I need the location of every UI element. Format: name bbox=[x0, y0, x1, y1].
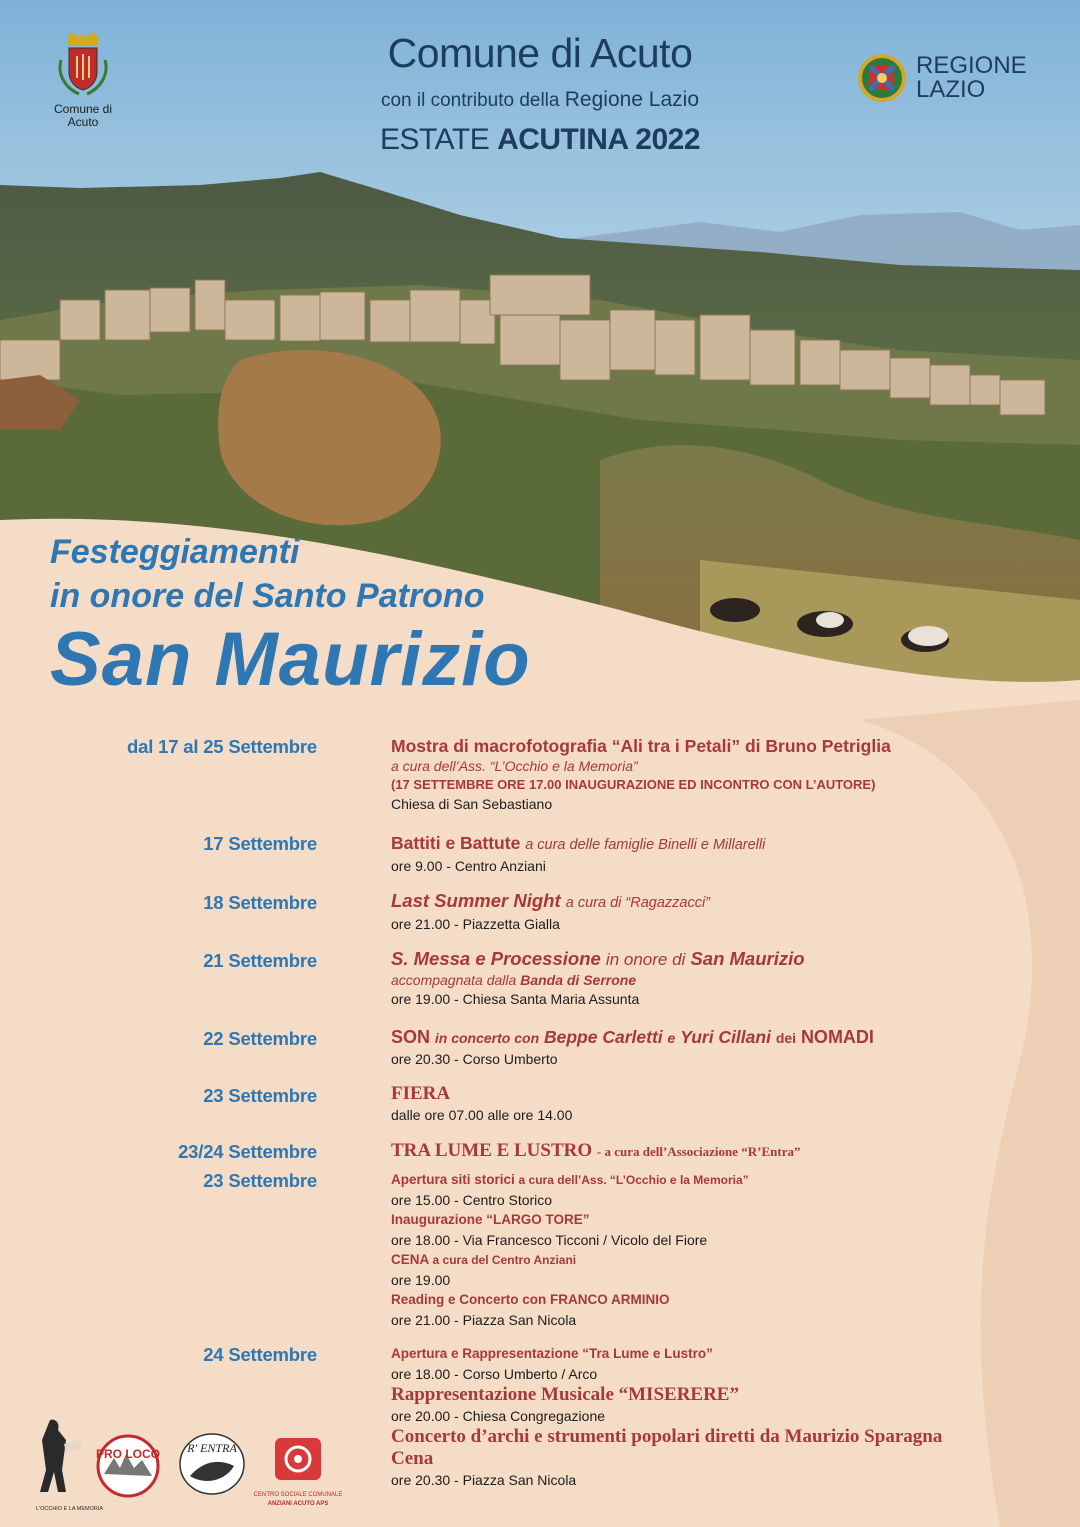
page-title: Comune di Acuto bbox=[387, 30, 693, 76]
sub-event-place: ore 20.00 - Chiesa Congregazione bbox=[391, 1408, 606, 1424]
event-date: 21 Settembre bbox=[203, 950, 317, 971]
event-details bbox=[391, 890, 1051, 934]
sub-event-place: ore 15.00 - Centro Storico bbox=[391, 1192, 553, 1208]
comune-caption: Comune di Acuto bbox=[53, 102, 113, 129]
hero-line-1: Festeggiamenti bbox=[50, 533, 300, 571]
svg-text:CENTRO SOCIALE COMUNALE: CENTRO SOCIALE COMUNALE bbox=[253, 1492, 343, 1498]
sub-event-title: Concerto d’archi e strumenti popolari diretti da Maurizio Sparagna bbox=[391, 1426, 943, 1447]
centro-anziani-logo bbox=[254, 1438, 343, 1507]
event-place: ore 9.00 - Centro Anziani bbox=[391, 858, 546, 874]
event-title: Mostra di macrofotografia “Ali tra i Petali” di Bruno Petriglia bbox=[391, 736, 891, 756]
event-details bbox=[391, 1083, 1051, 1125]
event-details bbox=[391, 948, 1051, 1009]
hero-line-2: in onore del Santo Patrono bbox=[50, 577, 485, 615]
sub-event-title: Apertura siti storici a cura dell’Ass. “L’Occhio e la Memoria” bbox=[391, 1172, 749, 1187]
pro-loco-logo bbox=[96, 1436, 160, 1496]
sub-event-place: ore 21.00 - Piazza San Nicola bbox=[391, 1312, 577, 1328]
event-details bbox=[391, 1140, 1051, 1163]
event-date: dal 17 al 25 Settembre bbox=[127, 736, 317, 757]
sub-event-place: ore 19.00 bbox=[391, 1272, 451, 1288]
sponsor-logos bbox=[30, 1410, 360, 1520]
sub-event-title: Cena bbox=[391, 1448, 434, 1469]
event-title-line: Battiti e Battute a cura delle famiglie Binelli e Millarelli bbox=[391, 833, 766, 853]
sub-event-title: Inaugurazione “LARGO TORE” bbox=[391, 1212, 590, 1227]
sub-event-place: ore 20.30 - Piazza San Nicola bbox=[391, 1472, 577, 1488]
event-details bbox=[391, 1026, 1051, 1069]
rentra-logo bbox=[180, 1434, 244, 1494]
event-details bbox=[391, 832, 1051, 876]
hero-saint-name: San Maurizio bbox=[50, 617, 531, 702]
sub-event-title: Reading e Concerto con FRANCO ARMINIO bbox=[391, 1292, 670, 1307]
event-date: 23/24 Settembre bbox=[178, 1141, 317, 1162]
regione-lazio-logo bbox=[856, 52, 1056, 108]
event-date: 24 Settembre bbox=[203, 1344, 317, 1365]
event-date: 22 Settembre bbox=[203, 1028, 317, 1049]
sub-event-title: Rappresentazione Musicale “MISERERE” bbox=[391, 1384, 739, 1405]
sub-event-title: Apertura e Rappresentazione “Tra Lume e Lustro” bbox=[391, 1346, 713, 1361]
event-note: (17 SETTEMBRE ORE 17.00 INAUGURAZIONE ED INCONTRO CON L’AUTORE) bbox=[391, 777, 876, 792]
svg-text:L'OCCHIO E LA MEMORIA: L'OCCHIO E LA MEMORIA bbox=[36, 1506, 104, 1512]
event-title-line: TRA LUME E LUSTRO - a cura dell’Associazione “R’Entra” bbox=[391, 1140, 801, 1161]
regione-text: REGIONE LAZIO bbox=[916, 52, 1027, 103]
event-place: dalle ore 07.00 alle ore 14.00 bbox=[391, 1107, 573, 1123]
event-date: 17 Settembre bbox=[203, 833, 317, 854]
sponsor-logos-graphic bbox=[30, 1410, 360, 1520]
svg-text:ANZIANI ACUTO APS: ANZIANI ACUTO APS bbox=[267, 1501, 329, 1507]
event-title-line: S. Messa e Processione in onore di San Maurizio bbox=[391, 948, 805, 969]
regione-emblem-icon bbox=[856, 52, 908, 104]
event-date: 18 Settembre bbox=[203, 892, 317, 913]
sub-event-title: CENA a cura del Centro Anziani bbox=[391, 1252, 577, 1267]
event-place: ore 19.00 - Chiesa Santa Maria Assunta bbox=[391, 991, 640, 1007]
event-title-line: Last Summer Night a cura di “Ragazzacci” bbox=[391, 890, 710, 911]
event-details bbox=[391, 1170, 1051, 1330]
event-title-line: SON in concerto con Beppe Carletti e Yuri Cillani dei NOMADI bbox=[391, 1027, 874, 1047]
occhio-memoria-logo bbox=[36, 1420, 103, 1512]
event-place: Chiesa di San Sebastiano bbox=[391, 796, 553, 812]
event-accompaniment: accompagnata dalla Banda di Serrone bbox=[391, 972, 637, 988]
svg-text:PRO LOCO: PRO LOCO bbox=[95, 1447, 161, 1461]
hero-title bbox=[50, 530, 531, 702]
event-details bbox=[391, 1344, 1051, 1490]
svg-text:R' ENTRA: R' ENTRA bbox=[187, 1441, 237, 1455]
contribution-line: con il contributo della Regione Lazio bbox=[380, 88, 700, 111]
event-details bbox=[391, 735, 1051, 814]
sub-event-place: ore 18.00 - Corso Umberto / Arco bbox=[391, 1366, 598, 1382]
event-title: FIERA bbox=[391, 1083, 451, 1104]
event-place: ore 21.00 - Piazzetta Gialla bbox=[391, 916, 560, 932]
event-name: ESTATE ACUTINA 2022 bbox=[379, 123, 701, 156]
sub-event-place: ore 18.00 - Via Francesco Ticconi / Vicolo del Fiore bbox=[391, 1232, 708, 1248]
event-date: 23 Settembre bbox=[203, 1085, 317, 1106]
event-date: 23 Settembre bbox=[203, 1170, 317, 1191]
event-place: ore 20.30 - Corso Umberto bbox=[391, 1051, 558, 1067]
event-curator: a cura dell’Ass. “L’Occhio e la Memoria” bbox=[391, 758, 638, 774]
